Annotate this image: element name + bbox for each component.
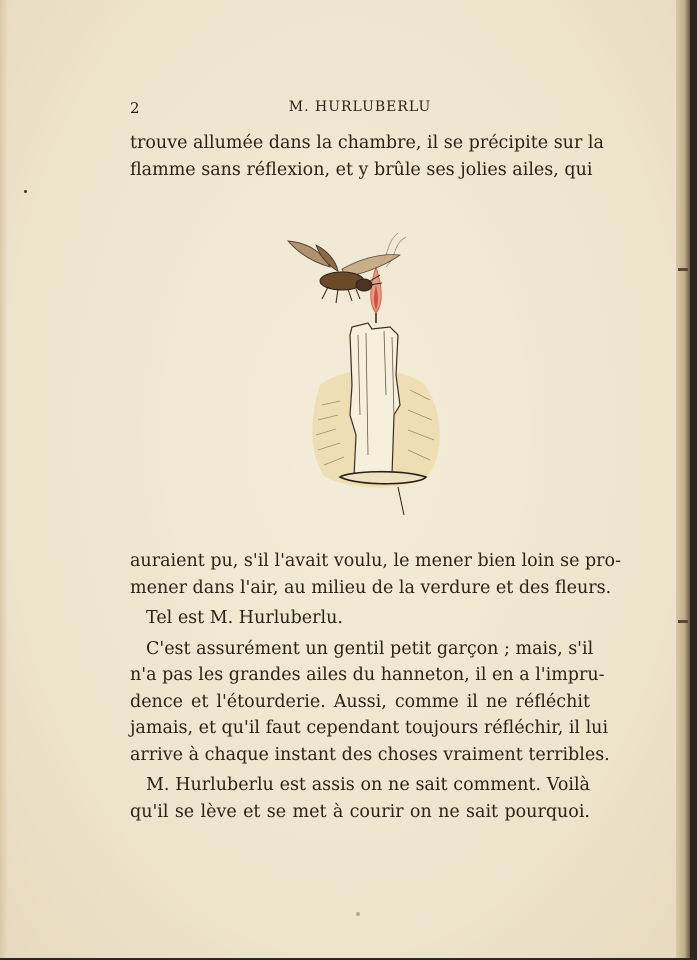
text-line: Tel est M. Hurluberlu. — [146, 608, 343, 628]
cockchafer — [288, 241, 400, 303]
paragraph — [130, 636, 610, 769]
spine-mark — [678, 268, 688, 271]
paragraph — [130, 605, 590, 632]
bottom-text-block — [130, 548, 621, 825]
text-line: trouve allumée dans la chambre, il se précipite sur la — [130, 133, 604, 153]
spine-mark — [678, 620, 688, 623]
footer-mark — [356, 912, 360, 916]
paragraph — [130, 548, 621, 601]
text-line: flamme sans réflexion, et y brûle ses jolies ailes, qui — [130, 159, 593, 180]
paper-speck — [24, 190, 27, 193]
text-line: arrive à chaque instant des choses vraiment terribles. — [130, 744, 610, 765]
page-number: 2 — [130, 99, 141, 117]
text-line: auraient pu, s'il l'avait voulu, le mener bien loin se pro- — [130, 551, 621, 571]
candle-holder — [340, 472, 426, 484]
text-line: dence et l'étourderie. Aussi, comme il ne réfléchit — [130, 691, 590, 712]
candle-illustration — [280, 215, 450, 520]
top-text-block — [130, 130, 604, 183]
page-edge-left — [0, 0, 8, 958]
running-title: M. HURLUBERLU — [288, 99, 432, 115]
running-head — [130, 99, 590, 119]
text-line: jamais, et qu'il faut cependant toujours réfléchir, il lui — [130, 718, 609, 738]
text-line: n'a pas les grandes ailes du hanneton, il en a l'impru- — [130, 665, 605, 685]
text-line: qu'il se lève et se met à courir on ne sait pourquoi. — [130, 801, 590, 822]
book-spine — [676, 0, 690, 958]
text-line: mener dans l'air, au milieu de la verdure et des fleurs. — [130, 577, 612, 598]
text-line: M. Hurluberlu est assis on ne sait comment. Voilà — [146, 775, 590, 795]
text-line: C'est assurément un gentil petit garçon ; mais, s'il — [146, 638, 594, 659]
paragraph — [130, 772, 590, 825]
